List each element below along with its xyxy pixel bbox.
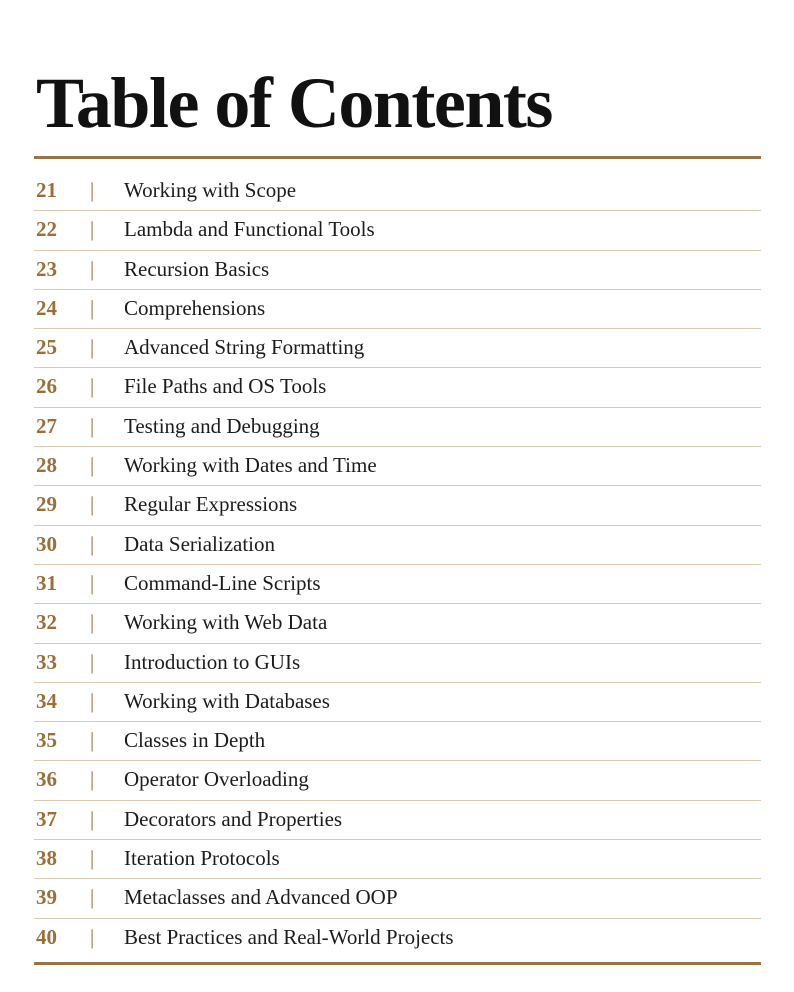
chapter-number: 27 bbox=[36, 413, 57, 438]
entry-separator: | bbox=[90, 570, 95, 595]
entry-separator: | bbox=[90, 767, 95, 792]
chapter-title: Classes in Depth bbox=[124, 728, 266, 753]
entry-separator: | bbox=[90, 217, 95, 242]
top-divider bbox=[34, 156, 761, 159]
entry-separator: | bbox=[90, 610, 95, 635]
toc-entry[interactable] bbox=[34, 289, 761, 328]
bottom-divider bbox=[34, 962, 761, 965]
entry-separator: | bbox=[90, 924, 95, 949]
chapter-title: Regular Expressions bbox=[124, 492, 298, 517]
page-title: Table of Contents bbox=[36, 63, 552, 143]
chapter-title: File Paths and OS Tools bbox=[124, 374, 327, 399]
chapter-title: Comprehensions bbox=[124, 295, 266, 320]
chapter-number: 30 bbox=[36, 531, 57, 556]
toc-entry[interactable] bbox=[34, 839, 761, 878]
entry-separator: | bbox=[90, 531, 95, 556]
entry-separator: | bbox=[90, 374, 95, 399]
chapter-title: Working with Dates and Time bbox=[124, 453, 377, 478]
chapter-title: Lambda and Functional Tools bbox=[124, 217, 375, 242]
chapter-number: 32 bbox=[36, 610, 57, 635]
chapter-title: Working with Web Data bbox=[124, 610, 328, 635]
chapter-number: 28 bbox=[36, 453, 57, 478]
toc-entry[interactable] bbox=[34, 721, 761, 760]
chapter-number: 26 bbox=[36, 374, 57, 399]
chapter-title: Working with Databases bbox=[124, 688, 330, 713]
toc-entry[interactable] bbox=[34, 171, 761, 210]
entry-separator: | bbox=[90, 492, 95, 517]
chapter-title: Advanced String Formatting bbox=[124, 335, 365, 360]
entry-separator: | bbox=[90, 728, 95, 753]
chapter-title: Best Practices and Real-World Projects bbox=[124, 924, 454, 949]
entry-separator: | bbox=[90, 885, 95, 910]
entry-separator: | bbox=[90, 178, 95, 202]
chapter-number: 31 bbox=[36, 570, 57, 595]
toc-entry[interactable] bbox=[34, 643, 761, 682]
chapter-title: Decorators and Properties bbox=[124, 806, 343, 831]
chapter-title: Iteration Protocols bbox=[124, 846, 280, 871]
chapter-title: Data Serialization bbox=[124, 531, 276, 556]
chapter-number: 21 bbox=[36, 178, 57, 202]
toc-entry[interactable] bbox=[34, 800, 761, 839]
toc-list bbox=[34, 171, 761, 957]
entry-separator: | bbox=[90, 413, 95, 438]
entry-separator: | bbox=[90, 256, 95, 281]
entry-separator: | bbox=[90, 846, 95, 871]
toc-entry[interactable] bbox=[34, 682, 761, 721]
chapter-number: 40 bbox=[36, 924, 57, 949]
toc-entry[interactable] bbox=[34, 564, 761, 603]
toc-entry[interactable] bbox=[34, 603, 761, 642]
chapter-title: Recursion Basics bbox=[124, 256, 270, 281]
chapter-number: 33 bbox=[36, 649, 57, 674]
chapter-title: Operator Overloading bbox=[124, 767, 309, 792]
toc-entry[interactable] bbox=[34, 407, 761, 446]
entry-separator: | bbox=[90, 335, 95, 360]
toc-entry[interactable] bbox=[34, 525, 761, 564]
toc-entry[interactable] bbox=[34, 250, 761, 289]
toc-entry[interactable] bbox=[34, 485, 761, 524]
toc-entry[interactable] bbox=[34, 367, 761, 406]
toc-entry[interactable] bbox=[34, 878, 761, 917]
chapter-number: 38 bbox=[36, 846, 57, 871]
chapter-number: 25 bbox=[36, 335, 57, 360]
entry-separator: | bbox=[90, 806, 95, 831]
toc-entry[interactable] bbox=[34, 446, 761, 485]
toc-entry[interactable] bbox=[34, 210, 761, 249]
chapter-number: 39 bbox=[36, 885, 57, 910]
chapter-number: 24 bbox=[36, 295, 57, 320]
chapter-title: Introduction to GUIs bbox=[124, 649, 301, 674]
chapter-number: 23 bbox=[36, 256, 57, 281]
chapter-number: 37 bbox=[36, 806, 57, 831]
toc-entry[interactable] bbox=[34, 760, 761, 799]
chapter-number: 35 bbox=[36, 728, 57, 753]
entry-separator: | bbox=[90, 453, 95, 478]
chapter-title: Command-Line Scripts bbox=[124, 570, 321, 595]
chapter-number: 29 bbox=[36, 492, 57, 517]
chapter-title: Testing and Debugging bbox=[124, 413, 320, 438]
toc-entry[interactable] bbox=[34, 918, 761, 957]
chapter-number: 34 bbox=[36, 688, 57, 713]
toc-entry[interactable] bbox=[34, 328, 761, 367]
entry-separator: | bbox=[90, 649, 95, 674]
chapter-number: 36 bbox=[36, 767, 57, 792]
chapter-number: 22 bbox=[36, 217, 57, 242]
entry-separator: | bbox=[90, 295, 95, 320]
chapter-title: Working with Scope bbox=[124, 178, 297, 202]
chapter-title: Metaclasses and Advanced OOP bbox=[124, 885, 398, 910]
entry-separator: | bbox=[90, 688, 95, 713]
